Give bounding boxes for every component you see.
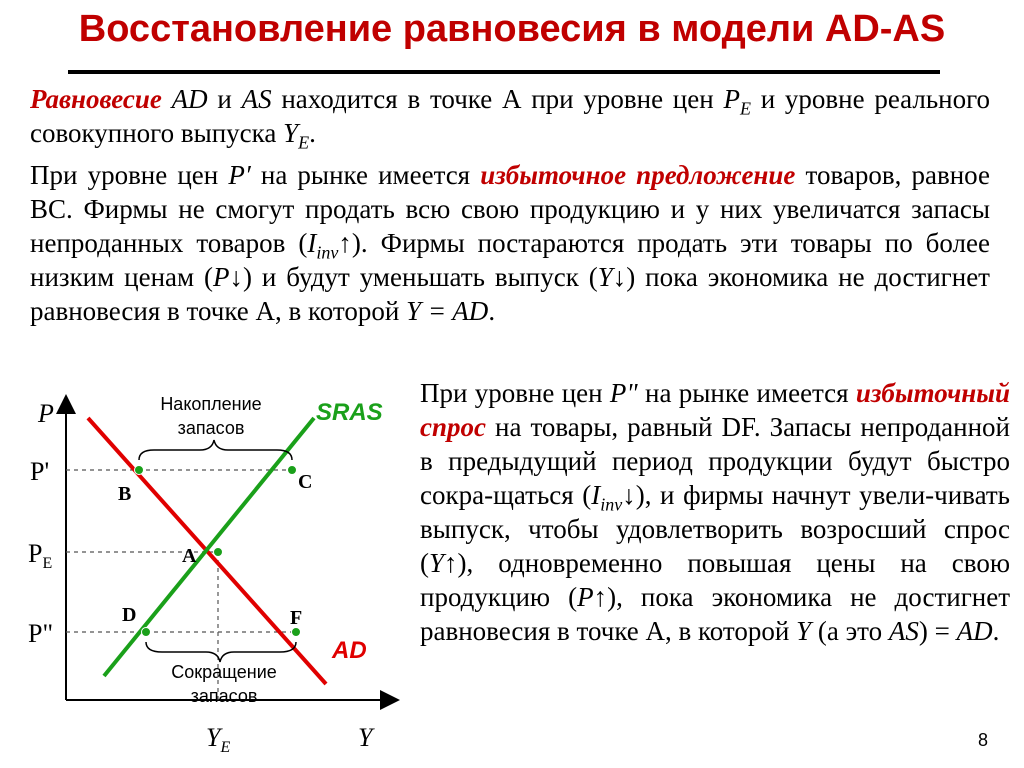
- point-d-marker: [142, 628, 151, 637]
- label-f: F: [290, 607, 303, 629]
- note-reduction-line1: Сокращение: [171, 662, 277, 682]
- point-c-marker: [288, 466, 297, 475]
- note-accumulation-line1: Накопление: [160, 394, 262, 414]
- paragraph-equilibrium: Равновесие AD и AS находится в точке А при уровне цен $P_E$ и уровне реального совокупного выпуска $Y_E$.: [30, 84, 991, 153]
- arrow-down-icon: ↓: [229, 262, 244, 292]
- axis-label-y: Y: [358, 723, 373, 752]
- symbol-y: Y: [429, 548, 445, 578]
- axis-label-p: P: [38, 399, 54, 428]
- ad-as-diagram: [0, 380, 420, 768]
- arrow-up-icon: ↑: [593, 582, 608, 612]
- symbol-p: P: [577, 582, 594, 612]
- arrow-up-icon: ↑: [338, 228, 352, 258]
- point-b-marker: [135, 466, 144, 475]
- symbol-iinv: $I_{inv}$: [591, 480, 623, 515]
- arrow-down-icon: ↓: [612, 262, 627, 292]
- slide-title: Восстановление равновесия в модели AD-AS: [78, 8, 946, 50]
- label-d: D: [122, 604, 137, 626]
- text-and: и: [207, 84, 242, 114]
- symbol-pprime: P′: [228, 160, 251, 190]
- symbol-p: P: [213, 262, 230, 292]
- text-ad: AD: [171, 84, 208, 114]
- highlight-excess-supply: избыточное предложение: [480, 160, 796, 190]
- tick-pe: $P_E$: [28, 539, 53, 572]
- text-mid: находится в точке А при уровне цен: [271, 84, 724, 114]
- arrow-down-icon: ↓: [622, 480, 636, 510]
- paragraph-excess-supply: При уровне цен P′ на рынке имеется избыточное предложение товаров, равное ВС. Фирмы не смогут продать всю свою продукцию и у них увеличатся запасы непроданных товаров $(I_{inv}↑)$. Фирмы постараются продать эти товары по более низким ценам (P↓) и будут уменьшать выпуск (Y↓) пока экономика не достигнет равновесия в точке А, в которой Y = AD.: [30, 160, 990, 326]
- label-b: B: [118, 483, 132, 505]
- symbol-iinv: $I_{inv}$: [307, 228, 339, 263]
- text-as: AS: [888, 616, 919, 646]
- text-mid2: и уровне реального совокупного выпуска: [30, 84, 991, 148]
- note-reduction-line2: запасов: [190, 686, 258, 706]
- note-accumulation-line2: запасов: [177, 418, 245, 438]
- symbol-ye: $Y_E$: [283, 118, 310, 153]
- arrow-up-icon: ↑: [444, 548, 458, 578]
- symbol-pdouble: P": [609, 378, 638, 408]
- symbol-y: Y: [597, 262, 613, 292]
- tick-pprime: P': [30, 457, 50, 486]
- brace-top: [139, 440, 292, 460]
- highlight-excess-demand: избыточный спрос: [420, 378, 1010, 442]
- point-a-marker: [214, 548, 223, 557]
- label-c: C: [298, 471, 313, 493]
- text-as: AS: [241, 84, 272, 114]
- symbol-y: Y: [796, 616, 812, 646]
- text-ad: AD: [956, 616, 993, 646]
- tick-pdouble: P": [28, 619, 54, 648]
- title-underline: [68, 70, 940, 74]
- tick-ye: $Y_E$: [206, 723, 231, 756]
- equation-y-ad: Y = AD: [406, 296, 489, 326]
- highlight-equilibrium: Равновесие: [30, 84, 162, 114]
- symbol-pe: $P_E$: [723, 84, 751, 119]
- slide-number: 8: [977, 730, 988, 750]
- sras-label: SRAS: [316, 399, 383, 426]
- label-a: A: [182, 545, 197, 567]
- ad-label: AD: [332, 637, 367, 664]
- paragraph-excess-demand: При уровне цен P" на рынке имеется избыточный спрос на товары, равный DF. Запасы непроданной в предыдущий период продукции будут быстро сокра-щаться $(I_{inv}↓)$, и фирмы начнут увели-чивать выпуск, чтобы удовлетворить возросший спрос (Y↑), одновременно повышая цены на свою продукцию (P↑), пока экономика не достигнет равновесия в точке А, в которой Y (а это AS) = AD.: [420, 378, 1011, 646]
- brace-bottom: [146, 642, 296, 662]
